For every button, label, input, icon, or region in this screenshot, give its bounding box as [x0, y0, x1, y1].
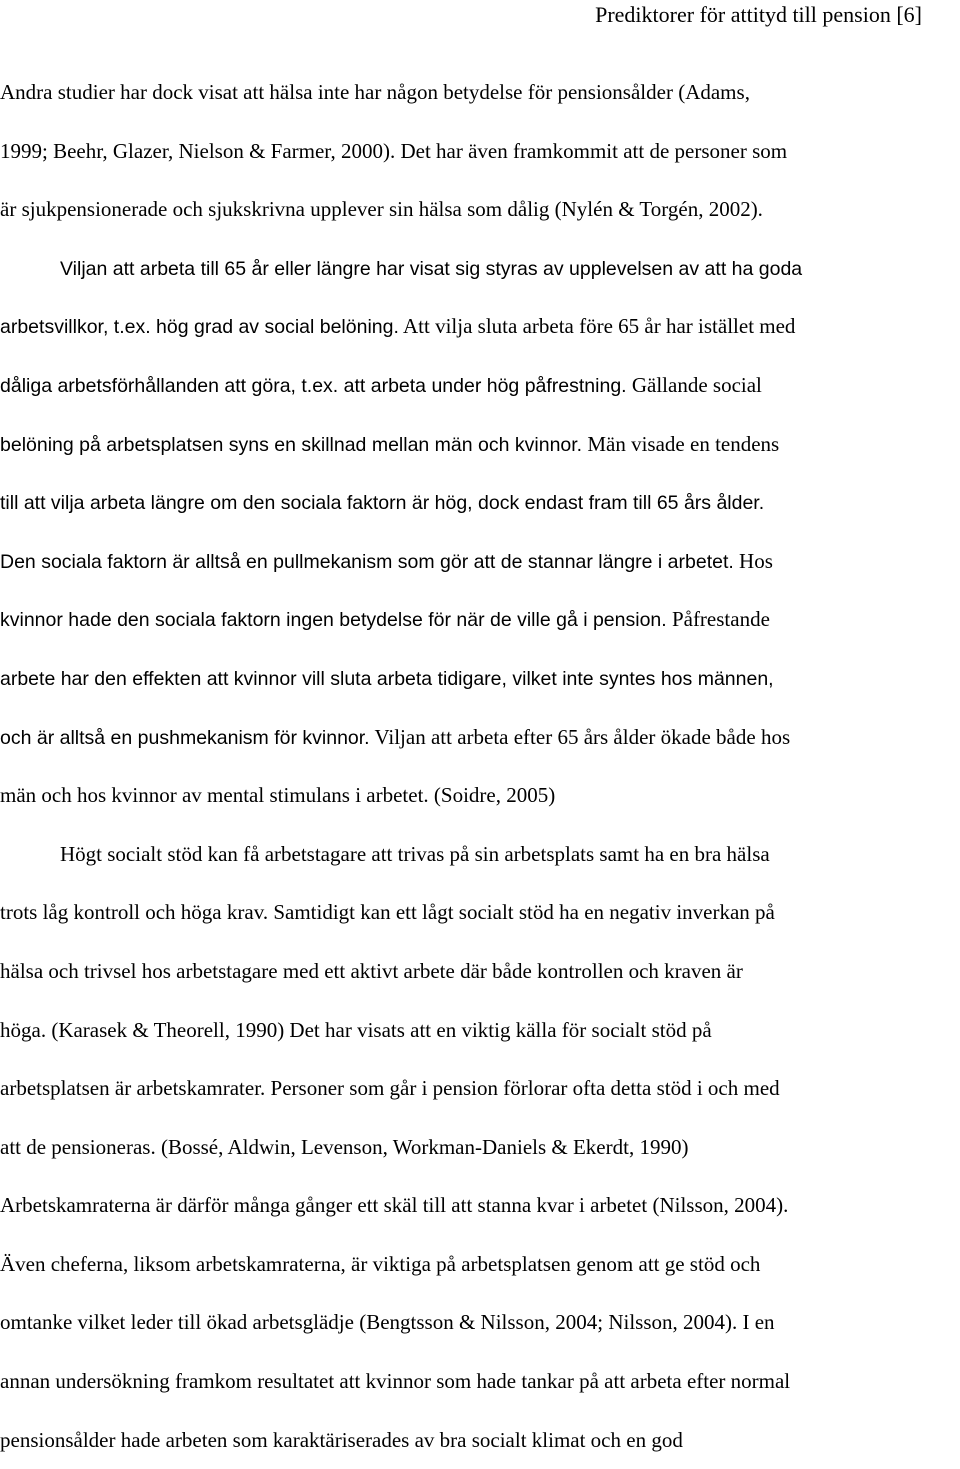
text-segment: Att vilja sluta arbeta före 65 år har istället med	[398, 314, 796, 339]
text-segment: hälsa och trivsel hos arbetstagare med ett aktivt arbete där både kontrollen och kraven är	[0, 958, 743, 983]
text-line	[0, 1059, 960, 1118]
text-line	[0, 1235, 960, 1294]
text-segment: Arbetskamraterna är därför många gånger ett skäl till att stanna kvar i arbetet (Nilsson, 2004).	[0, 1193, 789, 1218]
text-line	[0, 649, 960, 708]
text-segment: Gällande social	[626, 372, 762, 397]
text-segment: Viljan att arbeta till 65 år eller längre har visat sig styras av upplevelsen av att ha goda	[60, 257, 803, 280]
text-line	[0, 1118, 960, 1177]
text-line	[0, 1001, 960, 1060]
text-line	[0, 942, 960, 1001]
text-segment: Högt socialt stöd kan få arbetstagare att trivas på sin arbetsplats samt ha en bra hälsa	[60, 841, 770, 866]
text-segment: arbetsvillkor, t.ex. hög grad av social belöning.	[0, 316, 399, 339]
text-segment: trots låg kontroll och höga krav. Samtidigt kan ett lågt socialt stöd ha en negativ inverkan på	[0, 900, 775, 925]
text-segment: och är alltså en pushmekanism för kvinnor.	[0, 726, 370, 749]
text-line	[0, 825, 960, 884]
text-line	[0, 239, 960, 298]
body-text	[0, 63, 960, 1469]
text-segment: att de pensioneras. (Bossé, Aldwin, Levenson, Workman-Daniels & Ekerdt, 1990)	[0, 1134, 689, 1159]
text-segment: belöning på arbetsplatsen syns en skillnad mellan män och kvinnor.	[0, 433, 583, 456]
text-segment: Män visade en tendens	[582, 431, 780, 456]
text-segment: dåliga arbetsförhållanden att göra, t.ex. att arbeta under hög påfrestning.	[0, 374, 627, 397]
text-segment: pensionsålder hade arbeten som karaktäriserades av bra socialt klimat och en god	[0, 1427, 683, 1452]
text-segment: arbetsplatsen är arbetskamrater. Personer som går i pension förlorar ofta detta stöd i och med	[0, 1076, 780, 1101]
text-line	[0, 766, 960, 825]
text-line	[0, 63, 960, 122]
text-segment: män och hos kvinnor av mental stimulans i arbetet. (Soidre, 2005)	[0, 783, 556, 808]
text-segment: Andra studier har dock visat att hälsa inte har någon betydelse för pensionsålder (Adams,	[0, 80, 750, 104]
running-header	[595, 0, 922, 30]
text-line	[0, 532, 960, 591]
text-line	[0, 473, 960, 532]
text-segment: Påfrestande	[666, 607, 770, 632]
text-line	[0, 1411, 960, 1469]
running-title: Prediktorer för attityd till pension	[595, 2, 891, 27]
text-segment: arbete har den effekten att kvinnor vill sluta arbeta tidigare, vilket inte syntes hos männen,	[0, 667, 774, 690]
text-segment: kvinnor hade den sociala faktorn ingen betydelse för när de ville gå i pension.	[0, 609, 667, 632]
text-line	[0, 297, 960, 356]
text-line	[0, 708, 960, 767]
text-segment: Även cheferna, liksom arbetskamraterna, är viktiga på arbetsplatsen genom att ge stöd och	[0, 1251, 761, 1276]
text-line	[0, 180, 960, 239]
text-segment: omtanke vilket leder till ökad arbetsglädje (Bengtsson & Nilsson, 2004; Nilsson, 2004). I en	[0, 1310, 775, 1335]
page-number: [6]	[896, 2, 922, 27]
text-line	[0, 1176, 960, 1235]
text-segment: Den sociala faktorn är alltså en pullmekanism som gör att de stannar längre i arbetet.	[0, 550, 734, 573]
text-line	[0, 356, 960, 415]
text-segment: är sjukpensionerade och sjukskrivna upplever sin hälsa som dålig (Nylén & Torgén, 2002).	[0, 197, 763, 222]
text-segment: Hos	[733, 548, 773, 573]
text-line	[0, 1293, 960, 1352]
text-line	[0, 883, 960, 942]
text-line	[0, 415, 960, 474]
text-segment: 1999; Beehr, Glazer, Nielson & Farmer, 2000). Det har även framkommit att de personer som	[0, 138, 788, 163]
text-segment: annan undersökning framkom resultatet att kvinnor som hade tankar på att arbeta efter normal	[0, 1369, 791, 1394]
text-segment: höga. (Karasek & Theorell, 1990) Det har visats att en viktig källa för socialt stöd på	[0, 1017, 712, 1042]
text-line	[0, 1352, 960, 1411]
text-line	[0, 590, 960, 649]
text-line	[0, 122, 960, 181]
text-segment: till att vilja arbeta längre om den sociala faktorn är hög, dock endast fram till 65 års ålder.	[0, 492, 765, 515]
text-segment: Viljan att arbeta efter 65 års ålder ökade både hos	[369, 724, 791, 749]
